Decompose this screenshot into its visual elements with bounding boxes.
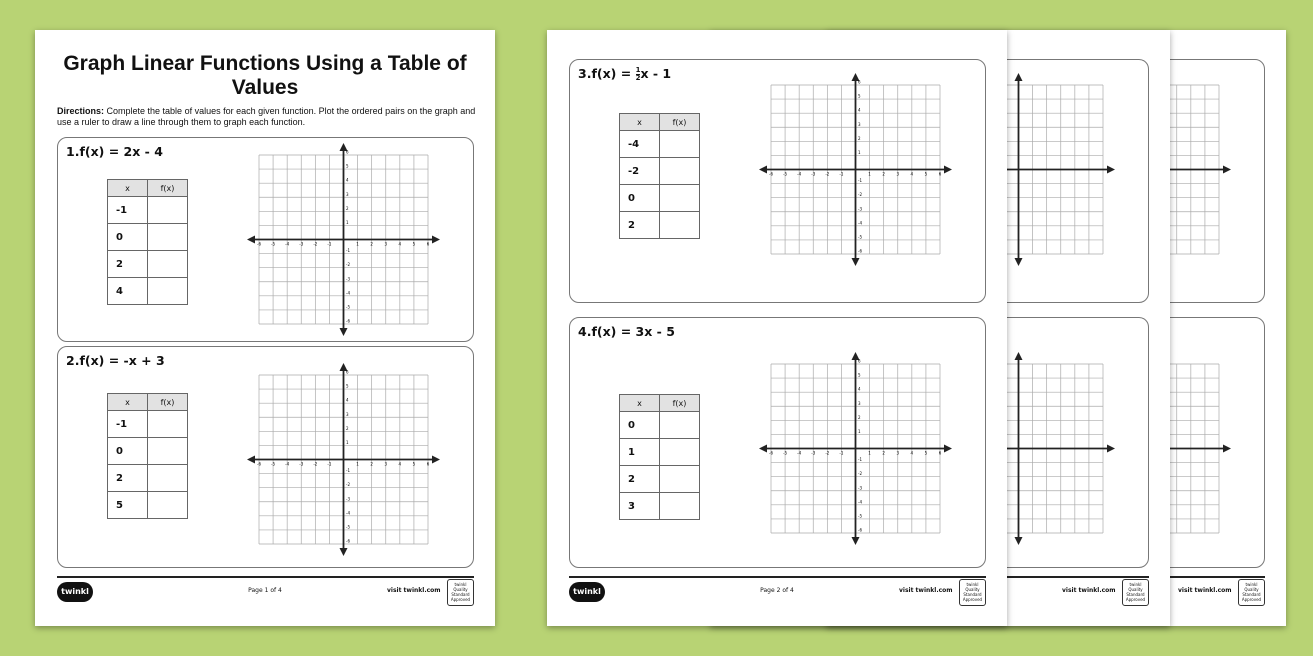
x-tick-label: 1 [868, 171, 871, 177]
problem-number: 4. [578, 324, 592, 339]
x-tick-label: 3 [384, 461, 388, 467]
worksheet-page-1 [35, 30, 495, 626]
x-tick-label: -4 [797, 171, 802, 177]
fx-answer-cell[interactable] [660, 212, 700, 239]
fx-answer-cell[interactable] [660, 412, 700, 439]
table-row [108, 465, 188, 492]
y-tick-label: -2 [346, 482, 350, 488]
x-tick-label: 2 [370, 461, 373, 467]
problem-number: 3. [578, 66, 592, 81]
directions-label: Directions: [57, 106, 105, 116]
table-of-values [619, 113, 700, 239]
visit-link: visit twinkl.com [387, 587, 441, 594]
quality-badge: twinkl Quality Standard Approved [959, 579, 986, 606]
y-tick-label: -5 [346, 524, 350, 530]
x-value: -1 [108, 197, 148, 224]
fx-answer-cell[interactable] [148, 411, 188, 438]
x-tick-label: 3 [896, 450, 900, 456]
x-tick-label: -6 [769, 171, 773, 177]
y-tick-label: 4 [858, 107, 861, 113]
x-column-header: x [620, 114, 660, 131]
fx-column-header: f(x) [660, 114, 700, 131]
problem-number: 2. [66, 353, 80, 368]
x-tick-label: -4 [285, 461, 290, 467]
y-tick-label: -4 [346, 510, 350, 516]
x-tick-label: 4 [398, 461, 402, 467]
x-column-header: x [108, 394, 148, 411]
x-tick-label: -1 [327, 461, 332, 467]
fx-answer-cell[interactable] [148, 438, 188, 465]
directions [57, 106, 477, 128]
coordinate-grid [759, 73, 952, 266]
problem-panel [569, 317, 986, 568]
fx-answer-cell[interactable] [148, 224, 188, 251]
x-value: 1 [620, 439, 660, 466]
twinkl-logo: twinkl [569, 582, 605, 602]
x-value: 0 [108, 438, 148, 465]
table-row [108, 438, 188, 465]
function-expression: f(x) = -x + 3 [79, 353, 165, 368]
y-tick-label: 3 [346, 411, 349, 417]
x-tick-label: 4 [910, 171, 914, 177]
x-tick-label: -3 [299, 461, 304, 467]
fx-column-header: f(x) [660, 395, 700, 412]
function-expression: f(x) = 3x - 5 [591, 324, 675, 339]
y-tick-label: 4 [346, 177, 349, 183]
problem-panel [57, 137, 474, 342]
x-value: 2 [108, 465, 148, 492]
y-tick-label: -6 [346, 318, 350, 324]
page-number: Page 1 of 4 [248, 587, 282, 594]
directions-text: Complete the table of values for each given function. Plot the ordered pairs on the graph and use a ruler to draw a line through them to graph each function. [57, 106, 476, 127]
function-expression-end: x - 1 [640, 66, 672, 81]
table-row [620, 466, 700, 493]
x-value: 0 [108, 224, 148, 251]
y-tick-label: 6 [858, 358, 861, 364]
fx-answer-cell[interactable] [148, 278, 188, 305]
axis-arrow [852, 537, 860, 545]
axis-arrow [247, 236, 255, 244]
x-tick-label: -6 [769, 450, 773, 456]
function-expression-start: f(x) = [591, 66, 636, 81]
fx-answer-cell[interactable] [660, 185, 700, 212]
fraction-denominator: 2 [635, 74, 641, 82]
x-value: -4 [620, 131, 660, 158]
x-tick-label: -1 [327, 241, 332, 247]
y-tick-label: -6 [858, 527, 862, 533]
x-tick-label: 2 [882, 171, 885, 177]
fx-answer-cell[interactable] [148, 197, 188, 224]
x-value: -1 [108, 411, 148, 438]
y-tick-label: -4 [858, 220, 862, 226]
worksheet-page-2 [547, 30, 1007, 626]
worksheet-title: Graph Linear Functions Using a Table of Values [63, 52, 467, 99]
table-row [620, 131, 700, 158]
x-tick-label: 5 [412, 241, 416, 247]
x-value: 0 [620, 412, 660, 439]
function-label [66, 353, 165, 368]
y-tick-label: 2 [346, 425, 349, 431]
y-tick-label: 4 [346, 397, 349, 403]
y-tick-label: -4 [346, 290, 350, 296]
x-tick-label: 3 [384, 241, 388, 247]
y-tick-label: 3 [858, 400, 861, 406]
x-value: 4 [108, 278, 148, 305]
problem-panel [569, 59, 986, 303]
axis-arrow [1015, 352, 1023, 360]
function-expression: f(x) = 2x - 4 [79, 144, 163, 159]
x-tick-label: 5 [412, 461, 416, 467]
axis-arrow [1107, 445, 1115, 453]
x-tick-label: -1 [839, 171, 844, 177]
y-tick-label: 1 [346, 439, 349, 445]
x-tick-label: -2 [313, 461, 318, 467]
fx-answer-cell[interactable] [148, 465, 188, 492]
x-tick-label: 1 [868, 450, 871, 456]
x-value: 2 [620, 212, 660, 239]
x-column-header: x [108, 180, 148, 197]
table-row [620, 185, 700, 212]
x-value: 0 [620, 185, 660, 212]
x-tick-label: 2 [882, 450, 885, 456]
axis-arrow [1015, 537, 1023, 545]
visit-link: visit twinkl.com [1062, 587, 1116, 594]
y-tick-label: 5 [858, 93, 861, 99]
axis-arrow [1107, 166, 1115, 174]
x-tick-label: -3 [299, 241, 304, 247]
y-tick-label: 1 [346, 219, 349, 225]
axis-arrow [759, 166, 767, 174]
x-tick-label: -2 [825, 450, 830, 456]
axis-arrow [852, 258, 860, 266]
axis-arrow [432, 456, 440, 464]
x-tick-label: -6 [257, 461, 261, 467]
x-tick-label: 3 [896, 171, 900, 177]
quality-badge: twinkl Quality Standard Approved [1122, 579, 1149, 606]
x-tick-label: 6 [426, 461, 430, 467]
y-tick-label: -1 [346, 468, 350, 474]
y-tick-label: 2 [858, 414, 861, 420]
y-tick-label: -6 [858, 248, 862, 254]
problem-number: 1. [66, 144, 80, 159]
axis-arrow [759, 445, 767, 453]
x-tick-label: -2 [825, 171, 830, 177]
x-tick-label: -5 [271, 461, 276, 467]
visit-link: visit twinkl.com [1178, 587, 1232, 594]
twinkl-logo: twinkl [57, 582, 93, 602]
axis-arrow [944, 445, 952, 453]
footer-divider [569, 576, 986, 578]
x-value: 3 [620, 493, 660, 520]
fx-column-header: f(x) [148, 394, 188, 411]
table-row [108, 224, 188, 251]
table-row [620, 439, 700, 466]
fx-column-header: f(x) [148, 180, 188, 197]
x-value: 2 [620, 466, 660, 493]
x-tick-label: -3 [811, 450, 816, 456]
axis-arrow [340, 548, 348, 556]
axis-arrow [340, 328, 348, 336]
y-tick-label: -5 [346, 304, 350, 310]
page-number: Page 2 of 4 [760, 587, 794, 594]
x-tick-label: -2 [313, 241, 318, 247]
x-tick-label: 6 [938, 171, 942, 177]
table-row [108, 251, 188, 278]
table-header-row [108, 180, 188, 197]
axis-arrow [944, 166, 952, 174]
y-tick-label: 5 [346, 383, 349, 389]
fx-answer-cell[interactable] [660, 158, 700, 185]
y-tick-label: 5 [346, 163, 349, 169]
y-tick-label: 3 [858, 121, 861, 127]
table-header-row [620, 395, 700, 412]
table-row [620, 158, 700, 185]
y-tick-label: 3 [346, 191, 349, 197]
coordinate-grid [247, 143, 440, 336]
function-label [66, 144, 163, 159]
y-tick-label: -3 [346, 496, 350, 502]
x-value: 5 [108, 492, 148, 519]
coordinate-grid [247, 363, 440, 556]
axis-arrow [1015, 258, 1023, 266]
table-row [620, 212, 700, 239]
y-tick-label: -2 [858, 192, 862, 198]
y-tick-label: -3 [346, 276, 350, 282]
x-value: -2 [620, 158, 660, 185]
x-tick-label: 6 [938, 450, 942, 456]
x-tick-label: 6 [426, 241, 430, 247]
table-header-row [620, 114, 700, 131]
y-tick-label: 1 [858, 428, 861, 434]
x-tick-label: -5 [271, 241, 276, 247]
y-tick-label: 4 [858, 386, 861, 392]
y-tick-label: -5 [858, 234, 862, 240]
fx-answer-cell[interactable] [148, 492, 188, 519]
axis-arrow [1015, 73, 1023, 81]
table-row [620, 493, 700, 520]
y-tick-label: 6 [346, 149, 349, 155]
table-header-row [108, 394, 188, 411]
table-of-values [619, 394, 700, 520]
visit-link: visit twinkl.com [899, 587, 953, 594]
x-tick-label: 1 [356, 241, 359, 247]
function-label [578, 66, 671, 82]
y-tick-label: -2 [858, 471, 862, 477]
y-tick-label: 1 [858, 149, 861, 155]
x-tick-label: -6 [257, 241, 261, 247]
y-tick-label: -6 [346, 538, 350, 544]
table-row [108, 278, 188, 305]
y-tick-label: 6 [346, 369, 349, 375]
axis-arrow [432, 236, 440, 244]
fx-answer-cell[interactable] [660, 439, 700, 466]
function-label [578, 324, 675, 339]
x-tick-label: -4 [285, 241, 290, 247]
fraction-numerator: 1 [635, 66, 641, 74]
x-tick-label: -1 [839, 450, 844, 456]
problem-panel [57, 346, 474, 568]
x-tick-label: 5 [924, 450, 928, 456]
x-tick-label: -3 [811, 171, 816, 177]
table-row [620, 412, 700, 439]
y-tick-label: -2 [346, 262, 350, 268]
x-tick-label: 1 [356, 461, 359, 467]
x-column-header: x [620, 395, 660, 412]
y-tick-label: -3 [858, 206, 862, 212]
x-tick-label: 2 [370, 241, 373, 247]
table-of-values [107, 393, 188, 519]
y-tick-label: -1 [858, 178, 862, 184]
x-tick-label: 4 [910, 450, 914, 456]
table-row [108, 197, 188, 224]
y-tick-label: -4 [858, 499, 862, 505]
footer-divider [57, 576, 474, 578]
x-tick-label: 5 [924, 171, 928, 177]
axis-arrow [247, 456, 255, 464]
y-tick-label: -1 [858, 457, 862, 463]
fx-answer-cell[interactable] [148, 251, 188, 278]
fx-answer-cell[interactable] [660, 131, 700, 158]
table-row [108, 411, 188, 438]
x-tick-label: -5 [783, 450, 788, 456]
y-tick-label: 6 [858, 79, 861, 85]
x-value: 2 [108, 251, 148, 278]
quality-badge: twinkl Quality Standard Approved [1238, 579, 1265, 606]
x-tick-label: 4 [398, 241, 402, 247]
table-row [108, 492, 188, 519]
x-tick-label: -5 [783, 171, 788, 177]
coordinate-grid [759, 352, 952, 545]
quality-badge: twinkl Quality Standard Approved [447, 579, 474, 606]
y-tick-label: 2 [346, 205, 349, 211]
x-tick-label: -4 [797, 450, 802, 456]
table-of-values [107, 179, 188, 305]
y-tick-label: 2 [858, 135, 861, 141]
fx-answer-cell[interactable] [660, 466, 700, 493]
y-tick-label: 5 [858, 372, 861, 378]
fx-answer-cell[interactable] [660, 493, 700, 520]
axis-arrow [1223, 166, 1231, 174]
axis-arrow [1223, 445, 1231, 453]
y-tick-label: -5 [858, 513, 862, 519]
y-tick-label: -1 [346, 248, 350, 254]
y-tick-label: -3 [858, 485, 862, 491]
